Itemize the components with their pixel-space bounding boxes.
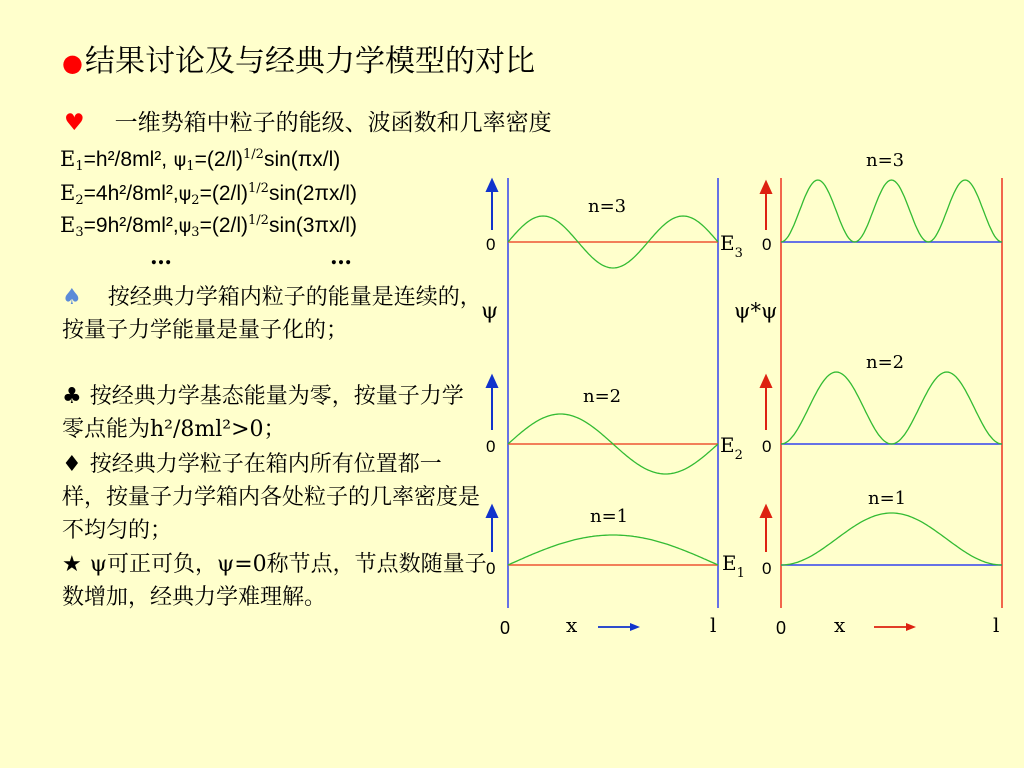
n-label-n1: n=1	[868, 488, 907, 509]
zero-label-n1: 0	[486, 559, 496, 578]
energy-subscript: 3	[75, 225, 84, 240]
x-axis-label: x	[566, 613, 578, 637]
density-curve-n1	[781, 513, 1002, 565]
psi-symbol: ψ	[178, 215, 192, 237]
energy-subscript: 1	[75, 159, 84, 174]
psi-coefficient: =(2/l)	[199, 214, 249, 237]
zero-label-n2: 0	[762, 437, 772, 456]
energy-label-E2: $E_2$	[720, 433, 743, 463]
psi-coefficient: =(2/l)	[194, 148, 244, 171]
psi-axis-label: ψ	[481, 299, 499, 324]
psi-symbol: ψ	[173, 149, 187, 171]
psi-exponent: 1/2	[248, 213, 269, 228]
point-text: 按经典力学箱内粒子的能量是连续的，按量子力学能量是量子化的；	[62, 285, 482, 343]
title-bullet: ●	[62, 49, 83, 77]
heart-icon: ♥	[64, 110, 85, 136]
n-label-n3: n=3	[866, 150, 905, 171]
arrow-head-icon	[761, 376, 771, 387]
n-label-n2: n=2	[583, 386, 622, 407]
arrow-head-icon	[906, 623, 916, 631]
psi-sine: sin(πx/l)	[263, 148, 341, 171]
point-text: 按经典力学基态能量为零，按量子力学零点能为h²/8ml²>0；	[62, 384, 464, 442]
energy-symbol: E	[60, 213, 76, 237]
x-axis-label: x	[834, 613, 846, 637]
density-curve-n3	[781, 180, 1002, 242]
spade-icon: ♠	[62, 285, 82, 310]
star-icon: ★	[62, 552, 82, 577]
psi-star-psi-axis-label: ψ*ψ	[734, 299, 778, 323]
arrow-head-icon	[761, 506, 771, 517]
arrow-head-icon	[487, 180, 497, 191]
energy-subscript: 2	[75, 193, 84, 208]
psi-sine: sin(2πx/l)	[268, 182, 357, 205]
title-text: 结果讨论及与经典力学模型的对比	[84, 44, 535, 79]
arrow-head-icon	[761, 182, 771, 193]
diamond-icon: ♦	[62, 452, 82, 477]
psi-subscript: 2	[191, 193, 200, 208]
x-end-label: l	[710, 613, 717, 637]
psi-curve-n1	[508, 535, 718, 565]
energy-symbol: E	[60, 181, 76, 205]
ellipsis-right: …	[330, 244, 352, 270]
energy-value: =9h²/8ml²,	[83, 214, 179, 237]
ellipsis-left: …	[150, 244, 172, 270]
psi-subscript: 1	[186, 159, 195, 174]
zero-label-n3: 0	[762, 235, 772, 254]
psi-squared-panel	[734, 150, 1002, 638]
point-text: ψ可正可负，ψ=0称节点，节点数随量子数增加，经典力学难理解。	[62, 552, 487, 610]
arrow-head-icon	[487, 376, 497, 387]
x-origin-label: 0	[500, 618, 511, 638]
energy-value: =h²/8ml²,	[83, 148, 168, 171]
psi-exponent: 1/2	[243, 147, 264, 162]
n-label-n1: n=1	[590, 506, 629, 527]
density-curve-n2	[781, 372, 1002, 444]
energy-symbol: E	[60, 147, 76, 171]
arrow-head-icon	[487, 506, 497, 517]
zero-label-n2: 0	[486, 437, 496, 456]
psi-symbol: ψ	[178, 183, 192, 205]
psi-exponent: 1/2	[248, 181, 269, 196]
subtitle-text: 一维势箱中粒子的能级、波函数和几率密度	[114, 110, 552, 136]
psi-subscript: 3	[191, 225, 200, 240]
psi-sine: sin(3πx/l)	[268, 214, 357, 237]
n-label-n3: n=3	[588, 196, 627, 217]
psi-panel	[481, 178, 745, 638]
energy-value: =4h²/8ml²,	[83, 182, 179, 205]
zero-label-n3: 0	[486, 235, 496, 254]
zero-label-n1: 0	[762, 559, 772, 578]
x-end-label: l	[993, 613, 1000, 637]
point-text: 按经典力学粒子在箱内所有位置都一样，按量子力学箱内各处粒子的几率密度是不均匀的；	[62, 452, 481, 543]
n-label-n2: n=2	[866, 352, 905, 373]
club-icon: ♣	[62, 384, 82, 409]
arrow-head-icon	[630, 623, 640, 631]
energy-label-E1: $E_1$	[722, 551, 745, 581]
psi-coefficient: =(2/l)	[199, 182, 249, 205]
energy-label-E3: $E_3$	[720, 231, 743, 261]
x-origin-label: 0	[776, 618, 787, 638]
